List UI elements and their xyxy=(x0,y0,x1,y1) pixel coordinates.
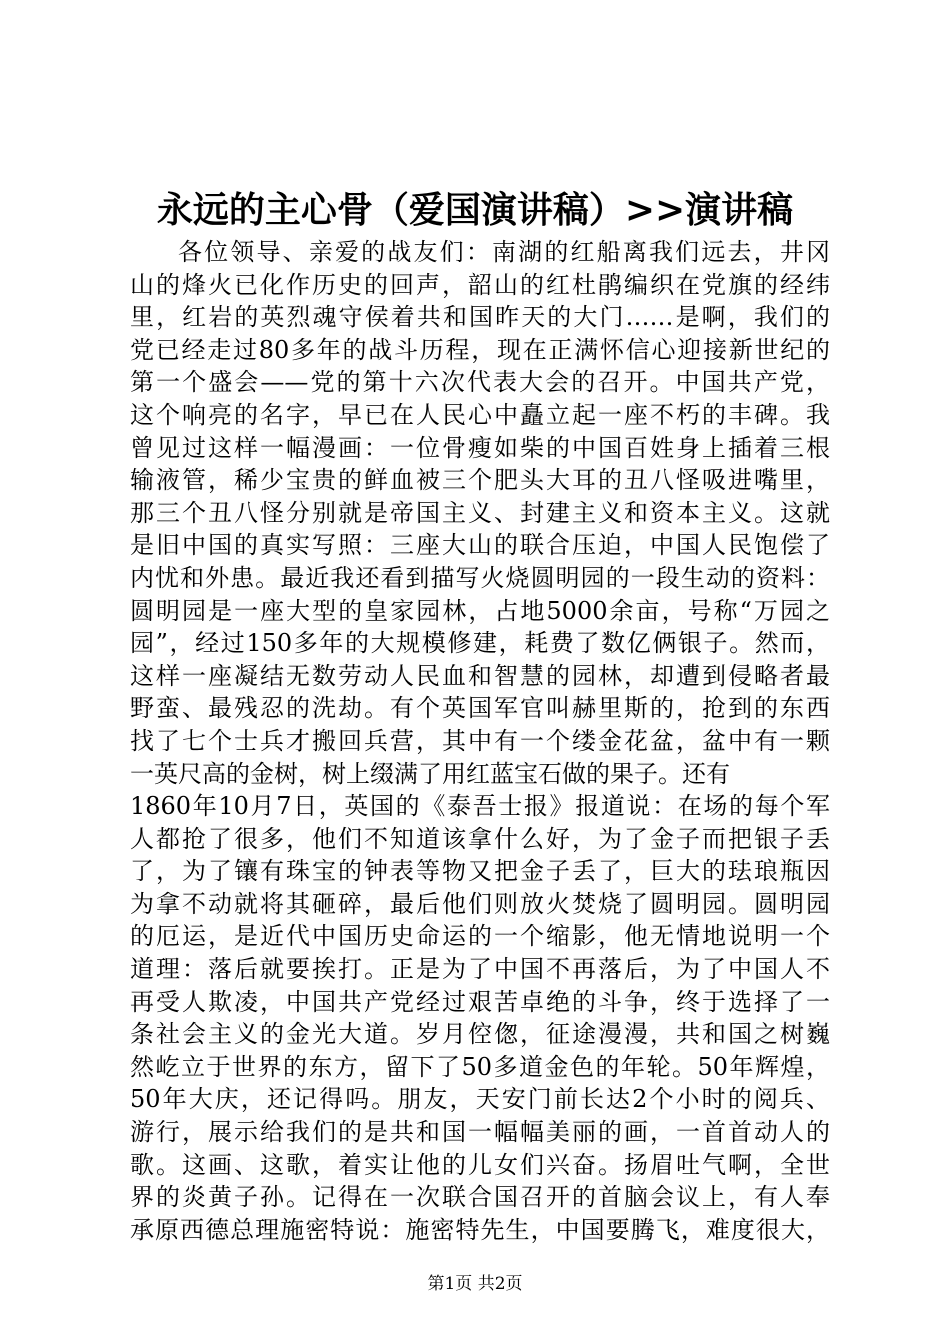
body-line: 第一个盛会——党的第十六次代表大会的召开。中国共产党， xyxy=(130,368,830,397)
body-line: 党已经走过80多年的战斗历程，现在正满怀信心迎接新世纪的 xyxy=(130,335,830,364)
body-line: 道理：落后就要挨打。正是为了中国不再落后，为了中国人不 xyxy=(130,955,830,984)
body-line: 这样一座凝结无数劳动人民血和智慧的园林，却遭到侵略者最 xyxy=(130,661,830,690)
body-line: 内忧和外患。最近我还看到描写火烧圆明园的一段生动的资料： xyxy=(130,563,830,592)
body-line: 里，红岩的英烈魂守侯着共和国昨天的大门……是啊，我们的 xyxy=(130,303,830,332)
body-line: 输液管，稀少宝贵的鲜血被三个肥头大耳的丑八怪吸进嘴里， xyxy=(130,466,830,495)
body-line: 1860年10月7日，英国的《泰吾士报》报道说：在场的每个军 xyxy=(130,792,830,821)
body-line: 歌。这画、这歌，着实让他的儿女们兴奋。扬眉吐气啊，全世 xyxy=(130,1150,830,1179)
body-line: 曾见过这样一幅漫画：一位骨瘦如柴的中国百姓身上插着三根 xyxy=(130,433,830,462)
body-line: 找了七个士兵才搬回兵营，其中有一个缕金花盆，盆中有一颗 xyxy=(130,726,830,755)
body-line: 再受人欺凌，中国共产党经过艰苦卓绝的斗争，终于选择了一 xyxy=(130,987,830,1016)
body-line: 这个响亮的名字，早已在人民心中矗立起一座不朽的丰碑。我 xyxy=(130,400,830,429)
body-line: 为拿不动就将其砸碎，最后他们则放火焚烧了圆明园。圆明园 xyxy=(130,889,830,918)
body-line: 各位领导、亲爱的战友们：南湖的红船离我们远去，井冈 xyxy=(178,238,830,266)
body-line: 游行，展示给我们的是共和国一幅幅美丽的画，一首首动人的 xyxy=(130,1118,830,1147)
body-line: 一英尺高的金树，树上缀满了用红蓝宝石做的果子。还有 xyxy=(130,759,730,788)
body-line: 了，为了镶有珠宝的钟表等物又把金子丢了，巨大的珐琅瓶因 xyxy=(130,857,830,886)
body-line: 界的炎黄子孙。记得在一次联合国召开的首脑会议上，有人奉 xyxy=(130,1183,830,1212)
body-line: 然屹立于世界的东方，留下了50多道金色的年轮。50年辉煌， xyxy=(130,1052,830,1081)
body-line: 条社会主义的金光大道。岁月倥偬，征途漫漫，共和国之树巍 xyxy=(130,1020,830,1049)
body-line: 人都抢了很多，他们不知道该拿什么好，为了金子而把银子丢 xyxy=(130,824,830,853)
body-line: 那三个丑八怪分别就是帝国主义、封建主义和资本主义。这就 xyxy=(130,498,830,527)
body-line: 的厄运，是近代中国历史命运的一个缩影，他无情地说明一个 xyxy=(130,922,830,951)
body-line: 野蛮、最残忍的洗劫。有个英国军官叫赫里斯的，抢到的东西 xyxy=(130,694,830,723)
body-line: 圆明园是一座大型的皇家园林，占地5000余亩，号称“万园之 xyxy=(130,596,830,625)
body-line: 是旧中国的真实写照：三座大山的联合压迫，中国人民饱偿了 xyxy=(130,531,830,560)
body-line: 承原西德总理施密特说：施密特先生，中国要腾飞，难度很大， xyxy=(130,1215,830,1244)
body-line: 山的烽火已化作历史的回声，韶山的红杜鹃编织在党旗的经纬 xyxy=(130,270,830,299)
page-number-footer: 第1页 共2页 xyxy=(427,1274,523,1294)
body-line: 园”，经过150多年的大规模修建，耗费了数亿俩银子。然而， xyxy=(130,629,830,658)
body-line: 50年大庆，还记得吗。朋友，天安门前长达2个小时的阅兵、 xyxy=(130,1085,830,1114)
document-title: 永远的主心骨（爱国演讲稿）>>演讲稿 xyxy=(156,189,794,231)
document-body xyxy=(130,236,830,1246)
